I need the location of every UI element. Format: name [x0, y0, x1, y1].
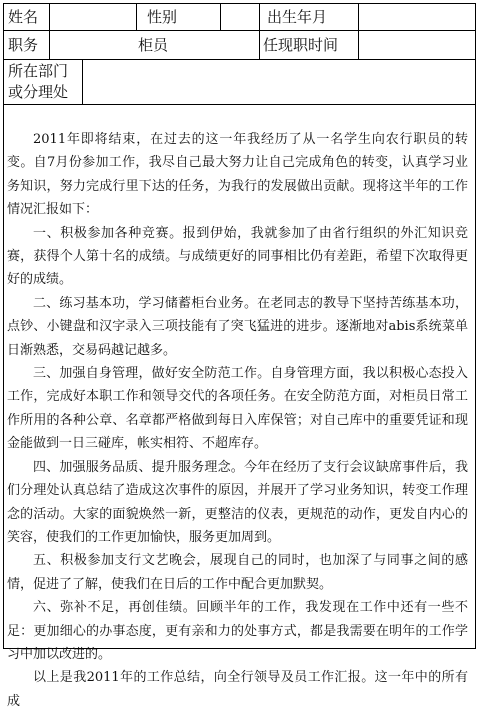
summary-paragraph-4: 四、加强服务品质、提升服务理念。今年在经历了支行会议缺席事件后，我们分理处认真总结了造成这次事件的原因，并展开了学习业务知识，转变工作理念的活动。大家的面貌焕然一新，更整洁的仪表，更规范的动作，更发自内心的笑容，使我们的工作更加愉快，服务更加周到。 [7, 459, 468, 545]
column-divider [358, 30, 359, 59]
summary-paragraph-2: 二、练习基本功，学习储蓄柜台业务。在老同志的教导下坚持苦练基本功，点钞、小键盘和汉字录入三项技能有了突飞猛进的进步。逐渐地对abis系统菜单日渐熟悉，交易码越记越多。 [7, 295, 468, 358]
summary-paragraph-1: 一、积极参加各种竞赛。报到伊始，我就参加了由省行组织的外汇知识竞赛，获得个人第十名的成绩。与成绩更好的同事相比仍有差距，希望下次取得更好的成绩。 [7, 225, 468, 288]
column-divider [259, 30, 260, 59]
department-label-line1: 所在部门 [8, 62, 69, 80]
column-divider [82, 59, 83, 104]
name-label: 姓名 [8, 8, 39, 26]
summary-paragraph-5: 五、积极参加支行文艺晚会，展现自己的同时，也加深了与同事之间的感情，促进了了解，使我们在日后的工作中配合更加默契。 [7, 553, 468, 592]
summary-paragraph-6: 六、弥补不足，再创佳绩。回顾半年的工作，我发现在工作中还有一些不足：更加细心的办事态度，更有亲和力的处事方式，都是我需要在明年的工作学习中加以改进的。 [7, 600, 468, 662]
column-divider [49, 4, 50, 30]
column-divider [259, 4, 260, 30]
gender-label: 性别 [147, 8, 178, 26]
profile-form [3, 3, 476, 709]
column-divider [49, 30, 50, 59]
tenure-label: 任现职时间 [263, 36, 339, 54]
column-divider [136, 4, 137, 30]
column-divider [358, 4, 359, 30]
summary-paragraph-closing: 以上是我2011年的工作总结，向全行领导及员工作汇报。这一年中的所有成 [7, 670, 468, 709]
position-value: 柜员 [138, 36, 169, 54]
department-label-line2: 或分理处 [8, 83, 69, 101]
birth-date-label: 出生年月 [267, 8, 328, 26]
row-divider [4, 59, 475, 60]
work-summary-body [7, 128, 468, 713]
row-divider [4, 30, 475, 31]
column-divider [220, 4, 221, 30]
summary-paragraph-3: 三、加强自身管理，做好安全防范工作。自身管理方面，我以积极心态投入工作，完成好本职工作和领导交代的各项任务。在安全防范方面，对柜员日常工作所用的各种公章、名章都严格做到每日入库保管；对自己库中的重要凭证和现金能做到一日三碰库，帐实相符、不超库存。 [7, 366, 468, 452]
summary-paragraph-intro: 2011年即将结束，在过去的这一年我经历了从一名学生向农行职员的转变。自7月份参加工作，我尽自己最大努力让自己完成角色的转变，认真学习业务知识，努力完成行里下达的任务，为我行的发展做出贡献。现将这半年的工作情况汇报如下： [7, 132, 468, 218]
position-label: 职务 [8, 36, 39, 54]
row-divider [4, 104, 475, 105]
